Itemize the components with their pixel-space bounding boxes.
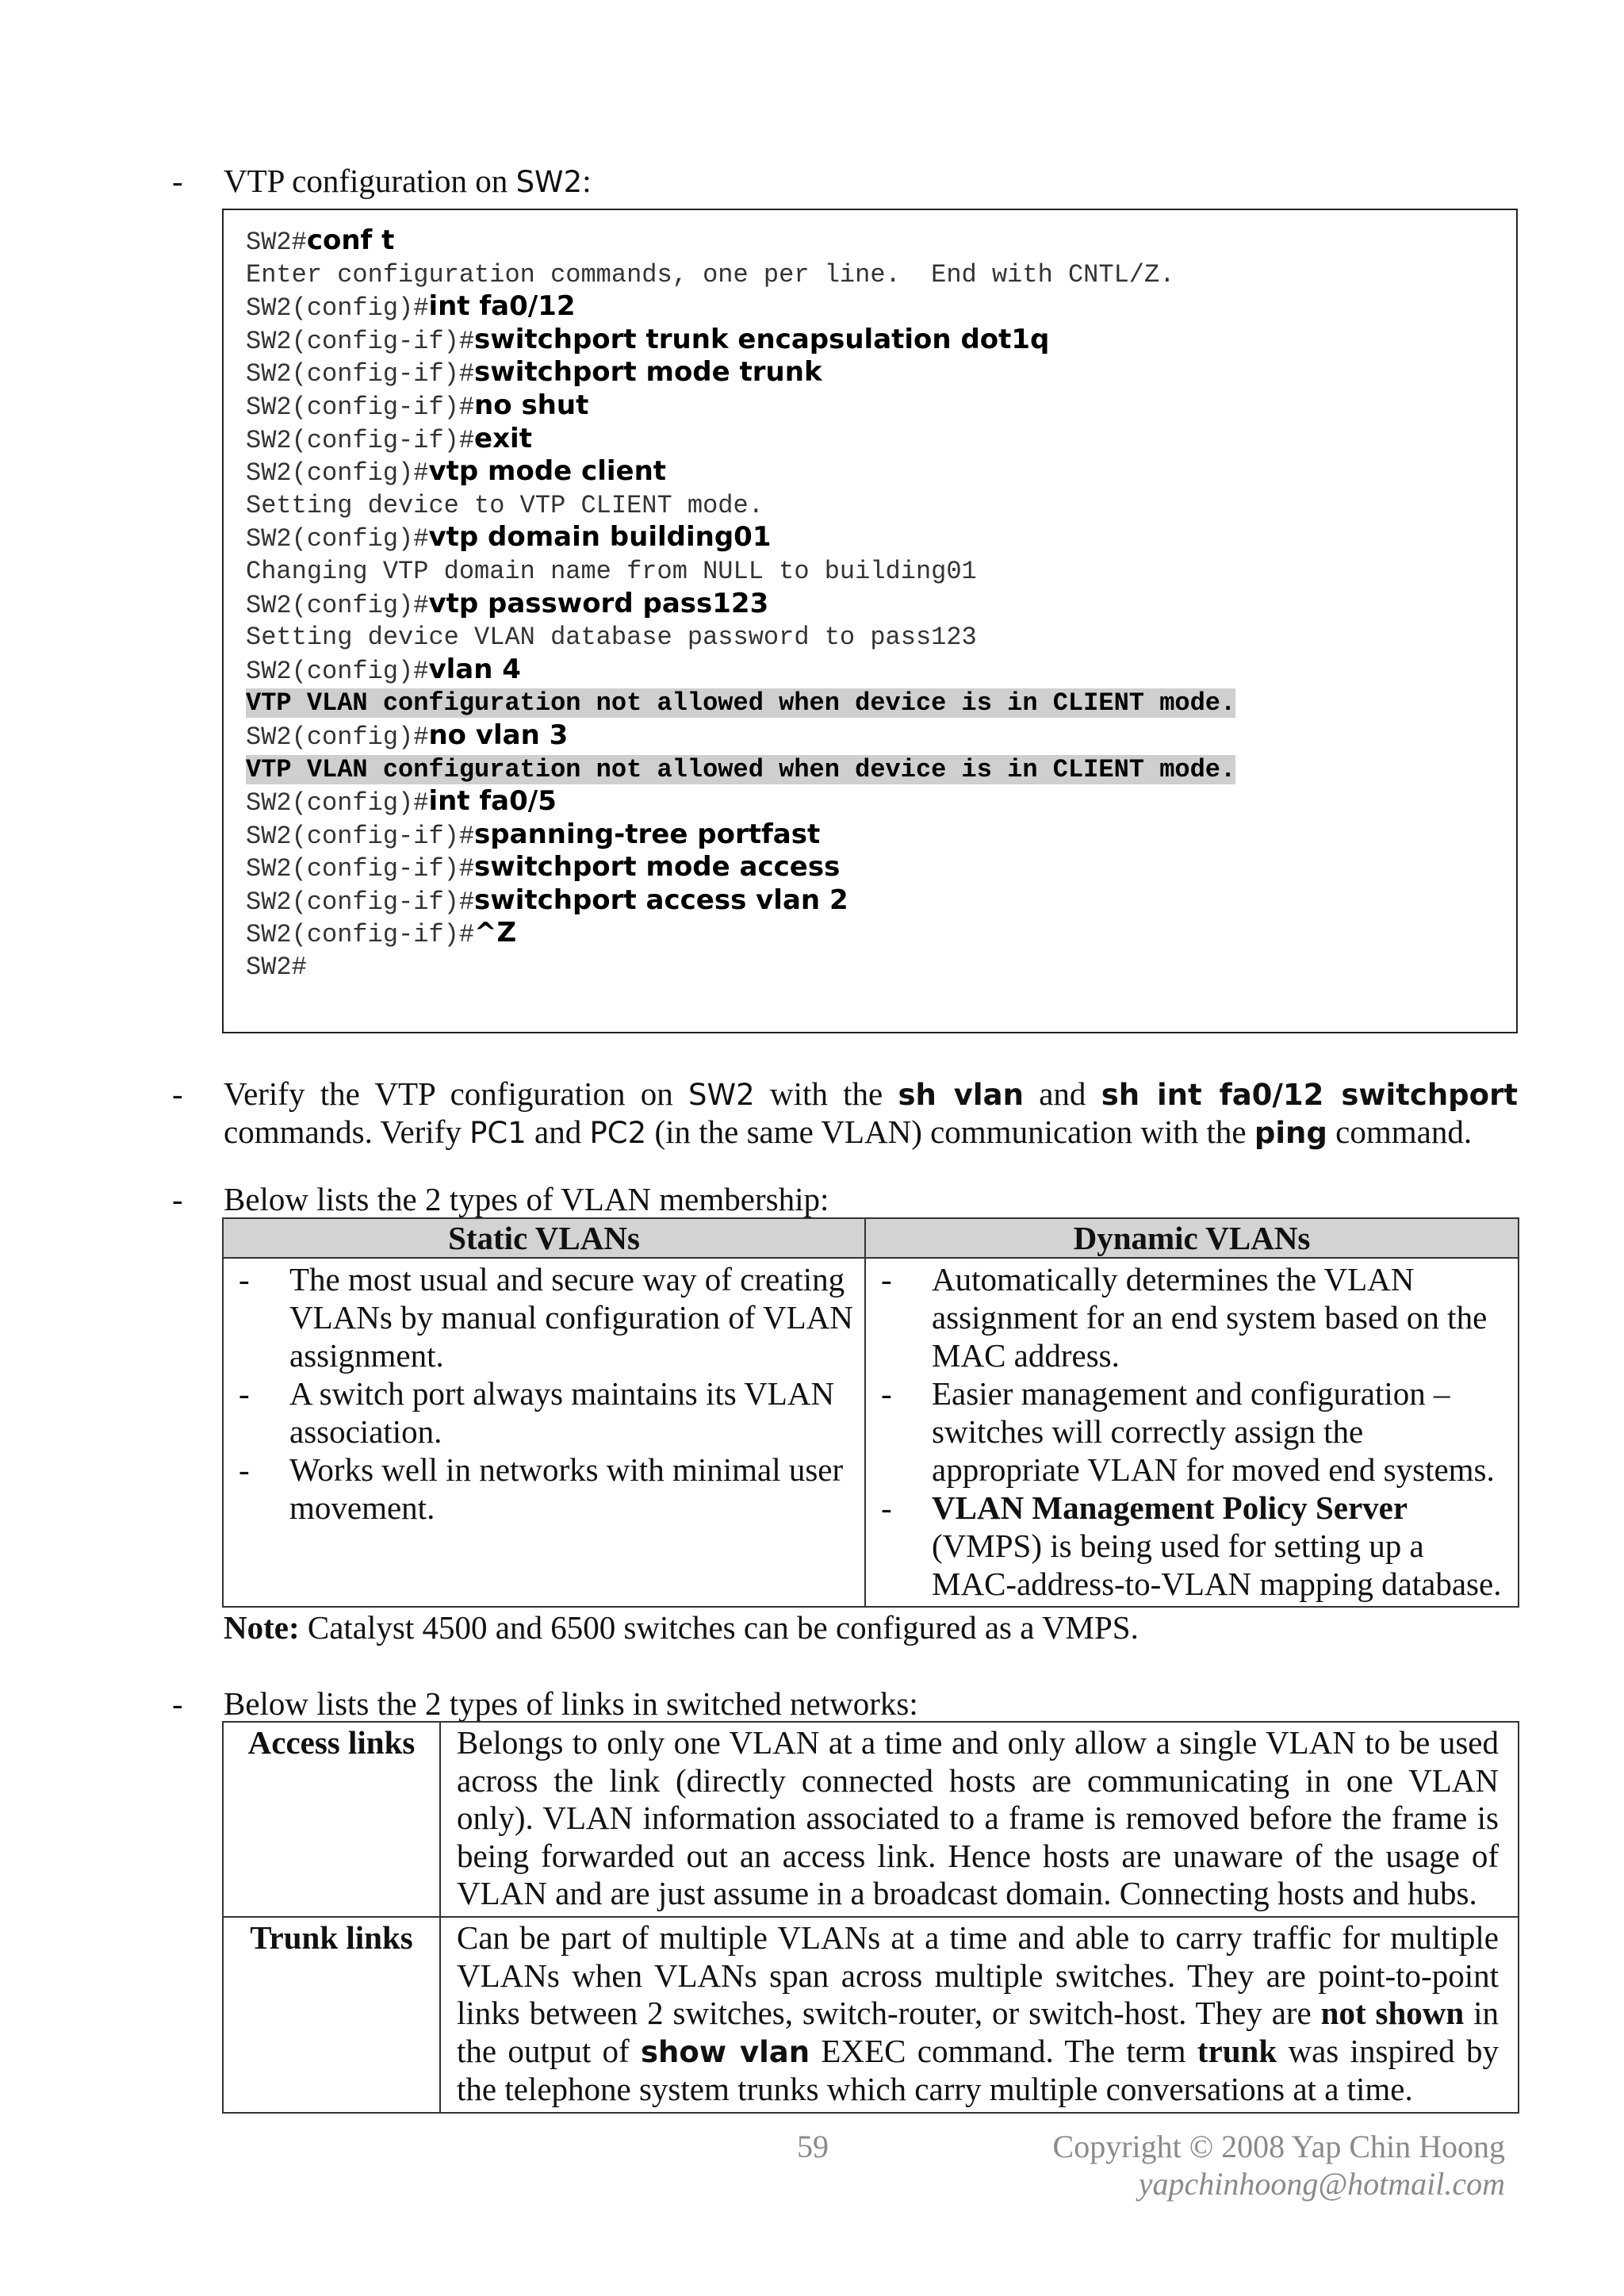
- cli-command: int fa0/12: [428, 290, 576, 323]
- trunk-links-description: Can be part of multiple VLANs at a time and able to carry traffic for multiple VLANs when VLANs span across multiple switches. They are point-to-point links between 2 switches, switch-router, or switch-host. They are not shown in the output of show vlan EXEC command. The term trunk was inspired by the telephone system trunks which carry multiple conversations at a time.: [440, 1917, 1519, 2113]
- cli-output: Setting device VLAN database password to pass123: [246, 623, 977, 653]
- cli-prompt: SW2(config-if)#: [246, 392, 475, 422]
- device-name: SW2: [515, 165, 583, 199]
- cli-output: Changing VTP domain name from NULL to building01: [246, 556, 977, 586]
- code-line: [246, 785, 1235, 818]
- code-line: [246, 950, 1235, 983]
- cli-command: switchport trunk encapsulation dot1q: [474, 323, 1050, 355]
- list-item: - Easier management and configuration – switches will correctly assign the appropriate VLAN for moved end systems.: [881, 1375, 1495, 1488]
- code-lines: [246, 224, 1235, 983]
- cli-prompt: SW2(config-if)#: [246, 326, 475, 356]
- cli-command: int fa0/5: [428, 785, 557, 818]
- code-line: [246, 719, 1235, 753]
- note: Note: Catalyst 4500 and 6500 switches can be configured as a VMPS.: [224, 1609, 1139, 1646]
- code-line: [246, 423, 1235, 456]
- cli-command: vtp password pass123: [428, 587, 769, 619]
- cli-prompt: SW2(config)#: [246, 656, 429, 686]
- code-line: [246, 588, 1235, 621]
- cli-command: vlan 4: [428, 653, 521, 685]
- cli-prompt: SW2(config)#: [246, 293, 429, 324]
- code-line: [246, 753, 1235, 786]
- bullet-dash: -: [172, 163, 183, 199]
- cli-prompt: SW2(config-if)#: [246, 887, 475, 917]
- list-item: - Works well in networks with minimal user movement.: [239, 1451, 844, 1526]
- dynamic-vlans-cell: [865, 1258, 1519, 1607]
- list-item: - Automatically determines the VLAN assignment for an end system based on the MAC address.: [881, 1261, 1488, 1374]
- cli-command: switchport access vlan 2: [474, 884, 848, 916]
- static-vlans-cell: [223, 1258, 865, 1607]
- code-line: [246, 489, 1235, 522]
- cli-command: vtp domain building01: [428, 521, 772, 554]
- cli-command: switchport mode trunk: [474, 356, 822, 389]
- list-item: - VLAN Management Policy Server (VMPS) is being used for setting up a MAC-address-to-VLAN mapping database.: [881, 1489, 1502, 1602]
- cli-prompt: SW2#: [246, 228, 307, 257]
- code-line: [246, 258, 1235, 291]
- code-line: [246, 654, 1235, 687]
- cli-output: Enter configuration commands, one per line. End with CNTL/Z.: [246, 259, 1175, 289]
- table-row: [223, 1917, 1519, 2113]
- code-line: [246, 455, 1235, 489]
- cli-prompt: SW2(config)#: [246, 788, 429, 818]
- bullet-dash: -: [172, 1075, 183, 1112]
- code-line: [246, 884, 1235, 918]
- code-block: [222, 209, 1518, 1033]
- code-line: [246, 521, 1235, 554]
- author-email: yapchinhoong@hotmail.com: [1138, 2166, 1505, 2202]
- code-line: [246, 686, 1235, 719]
- code-line: [246, 554, 1235, 588]
- cli-prompt: SW2(config)#: [246, 524, 429, 554]
- copyright: Copyright © 2008 Yap Chin Hoong: [1052, 2129, 1505, 2164]
- cli-prompt: SW2(config)#: [246, 458, 429, 489]
- cli-prompt: SW2(config-if)#: [246, 425, 475, 455]
- code-line: [246, 224, 1235, 258]
- code-line: [246, 356, 1235, 389]
- link-types-table: [222, 1721, 1519, 2114]
- access-links-header: Access links: [223, 1722, 440, 1917]
- code-line: [246, 818, 1235, 852]
- static-vlans-header: Static VLANs: [223, 1218, 865, 1258]
- cli-error: VTP VLAN configuration not allowed when device is in CLIENT mode.: [246, 754, 1236, 784]
- cli-output: Setting device to VTP CLIENT mode.: [246, 490, 764, 520]
- cli-prompt: SW2(config)#: [246, 722, 429, 752]
- code-line: [246, 917, 1235, 950]
- cli-prompt: SW2(config)#: [246, 590, 429, 620]
- cli-command: no vlan 3: [428, 719, 569, 751]
- bullet-dash: -: [172, 1181, 183, 1217]
- cli-command: vtp mode client: [428, 455, 667, 488]
- verify-line-2: commands. Verify PC1 and PC2 (in the same VLAN) communication with the ping command.: [224, 1114, 1473, 1150]
- vlan-membership-table: [222, 1217, 1519, 1608]
- cli-prompt: SW2(config-if)#: [246, 821, 475, 851]
- cli-command: exit: [474, 422, 532, 454]
- membership-intro: Below lists the 2 types of VLAN membership:: [224, 1181, 829, 1217]
- page-number: 59: [797, 2129, 829, 2164]
- bullet-dash: -: [172, 1685, 183, 1722]
- table-row: [223, 1722, 1519, 1917]
- cli-prompt: SW2(config-if)#: [246, 920, 475, 950]
- cli-command: no shut: [474, 389, 589, 421]
- cli-command: conf t: [306, 224, 395, 256]
- verify-line-1: Verify the VTP configuration on SW2 with the sh vlan and sh int fa0/12 switchport: [224, 1075, 1519, 1112]
- code-line: [246, 620, 1235, 654]
- code-line: [246, 324, 1235, 357]
- cli-prompt: SW2(config-if)#: [246, 854, 475, 884]
- cli-prompt: SW2#: [246, 953, 307, 983]
- list-item: - A switch port always maintains its VLAN association.: [239, 1375, 835, 1450]
- code-line: [246, 290, 1235, 324]
- code-line: [246, 851, 1235, 884]
- trunk-links-header: Trunk links: [223, 1917, 440, 2113]
- cli-command: ^Z: [474, 917, 517, 949]
- list-item: - The most usual and secure way of creating VLANs by manual configuration of VLAN assignment.: [239, 1261, 853, 1374]
- links-intro: Below lists the 2 types of links in switched networks:: [224, 1685, 918, 1722]
- verify-paragraph: [224, 1075, 1518, 1152]
- code-line: [246, 389, 1235, 423]
- intro-line: VTP configuration on SW2:: [224, 163, 592, 199]
- cli-prompt: SW2(config-if)#: [246, 359, 475, 389]
- access-links-description: Belongs to only one VLAN at a time and only allow a single VLAN to be used across the link (directly connected hosts are communicating in one VLAN only). VLAN information associated to a frame is removed before the frame is being forwarded out an access link. Hence hosts are unaware of the usage of VLAN and are just assume in a broadcast domain. Connecting hosts and hubs.: [440, 1722, 1519, 1917]
- cli-error: VTP VLAN configuration not allowed when device is in CLIENT mode.: [246, 688, 1236, 719]
- cli-command: switchport mode access: [474, 851, 841, 884]
- cli-command: spanning-tree portfast: [474, 818, 821, 850]
- dynamic-vlans-header: Dynamic VLANs: [865, 1218, 1519, 1258]
